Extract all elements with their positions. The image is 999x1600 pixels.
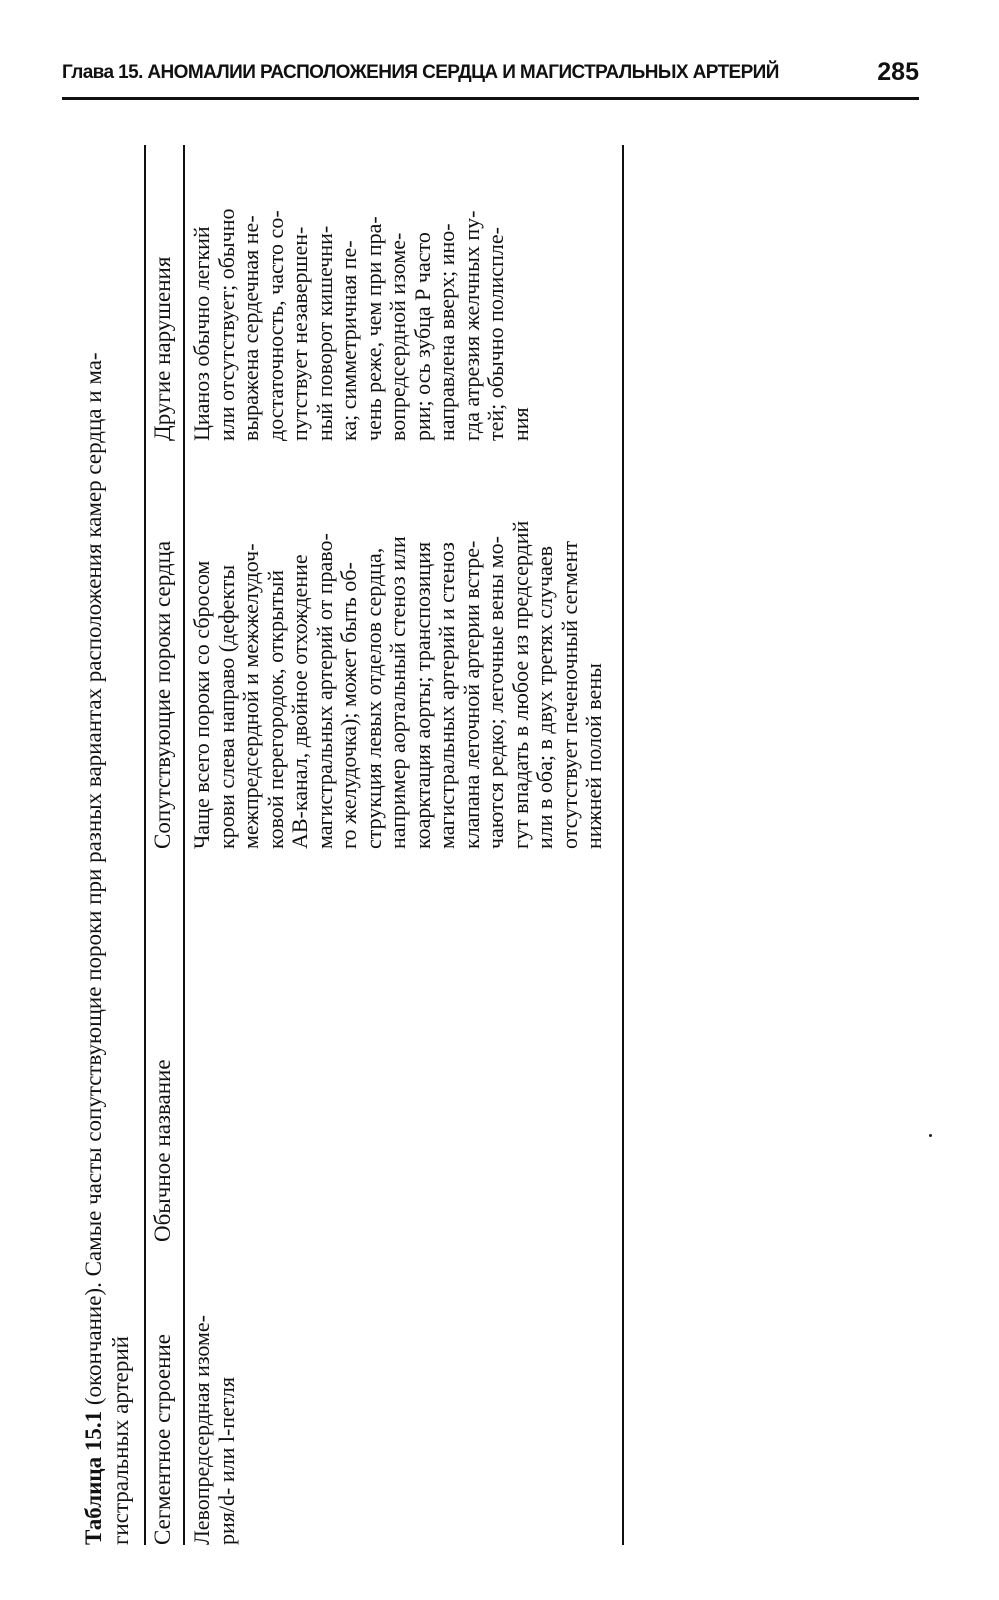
column-header-other-abnormalities: Другие нарушения xyxy=(150,256,175,441)
cell-line: Цианоз обычно легкий xyxy=(189,226,214,441)
cell-associated-defects xyxy=(190,521,607,849)
table-top-rule xyxy=(144,145,146,1545)
table-caption-text-cont: гистральных артерий xyxy=(108,1336,133,1545)
cell-line: коарктация аорты; транспозиция xyxy=(409,541,435,849)
table-caption-text: (окончание). Самые часты сопутствующие пороки при разных вариантах расположения камер сердца и ма- xyxy=(81,352,106,1411)
cell-line: ный поворот кишечни- xyxy=(311,225,337,441)
cell-line: отсутствует печеночный сегмент xyxy=(556,540,582,849)
header-rule xyxy=(62,97,919,100)
table-bottom-rule xyxy=(622,145,624,1545)
cell-line: достаточность, часто со- xyxy=(262,210,288,441)
page-number: 285 xyxy=(877,58,919,86)
rotated-table xyxy=(80,145,625,1545)
cell-line: струкция левых отделов сердца, xyxy=(360,547,386,849)
column-header-segmental-structure: Сегментное строение xyxy=(150,1334,175,1545)
cell-line: выражена сердечная не- xyxy=(238,215,263,441)
table-header-rule xyxy=(183,145,185,1545)
cell-other-abnormalities xyxy=(190,208,533,441)
cell-line: ния xyxy=(507,407,533,441)
cell-line: Левопредсердная изоме- xyxy=(189,1314,214,1545)
running-header xyxy=(62,56,919,94)
cell-line: Чаще всего пороки со сбросом xyxy=(189,560,214,849)
cell-line: ка; симметричная пе- xyxy=(336,240,361,441)
cell-line: тей; обычно полисплe- xyxy=(483,227,508,441)
cell-line: гда атрезия желчных пу- xyxy=(458,210,484,441)
cell-line: путствует незавершен- xyxy=(287,226,312,441)
column-header-associated-defects: Сопутствующие пороки сердца xyxy=(150,540,175,849)
cell-line: или отсутствует; обычно xyxy=(213,208,239,441)
cell-line: например аортальный стеноз или xyxy=(385,536,410,849)
cell-line: АВ-канал, двойное отхождение xyxy=(287,554,312,849)
table-caption-label: Таблица 15.1 xyxy=(81,1410,106,1545)
cell-line: чаются редко; легочные вены мо- xyxy=(483,536,508,849)
print-speck xyxy=(929,1134,932,1137)
cell-line: или в оба; в двух третях случаев xyxy=(532,545,557,849)
cell-line: направлена вверх; ино- xyxy=(434,223,459,441)
cell-line: го желудочка); может быть об- xyxy=(336,562,361,849)
cell-line: магистральных артерий и стеноз xyxy=(434,542,459,849)
cell-line: крови слева направо (дефекты xyxy=(213,564,239,849)
table-caption xyxy=(80,145,134,1545)
cell-line: гут впадать в любое из предсердий xyxy=(507,520,533,849)
column-header-common-name: Обычное название xyxy=(150,1059,175,1242)
cell-line: ковой перегородок, открытый xyxy=(262,569,288,849)
cell-segmental-structure xyxy=(190,1315,239,1545)
cell-line: рии; ось зубца Р часто xyxy=(409,232,435,441)
cell-line: нижней полой вены xyxy=(581,663,606,849)
cell-line: клапана легочной артерии встре- xyxy=(458,540,484,849)
cell-line: межпредсердной и межжелудоч- xyxy=(238,543,263,849)
cell-line: чень реже, чем при пра- xyxy=(360,216,386,441)
cell-line: магистральных артерий от право- xyxy=(311,533,337,849)
cell-line: вопредсердной изоме- xyxy=(385,232,410,441)
cell-line: рия/d- или l-петля xyxy=(213,1377,239,1545)
chapter-title: Глава 15. АНОМАЛИИ РАСПОЛОЖЕНИЯ СЕРДЦА И МАГИСТРАЛЬНЫХ АРТЕРИЙ xyxy=(62,62,779,83)
